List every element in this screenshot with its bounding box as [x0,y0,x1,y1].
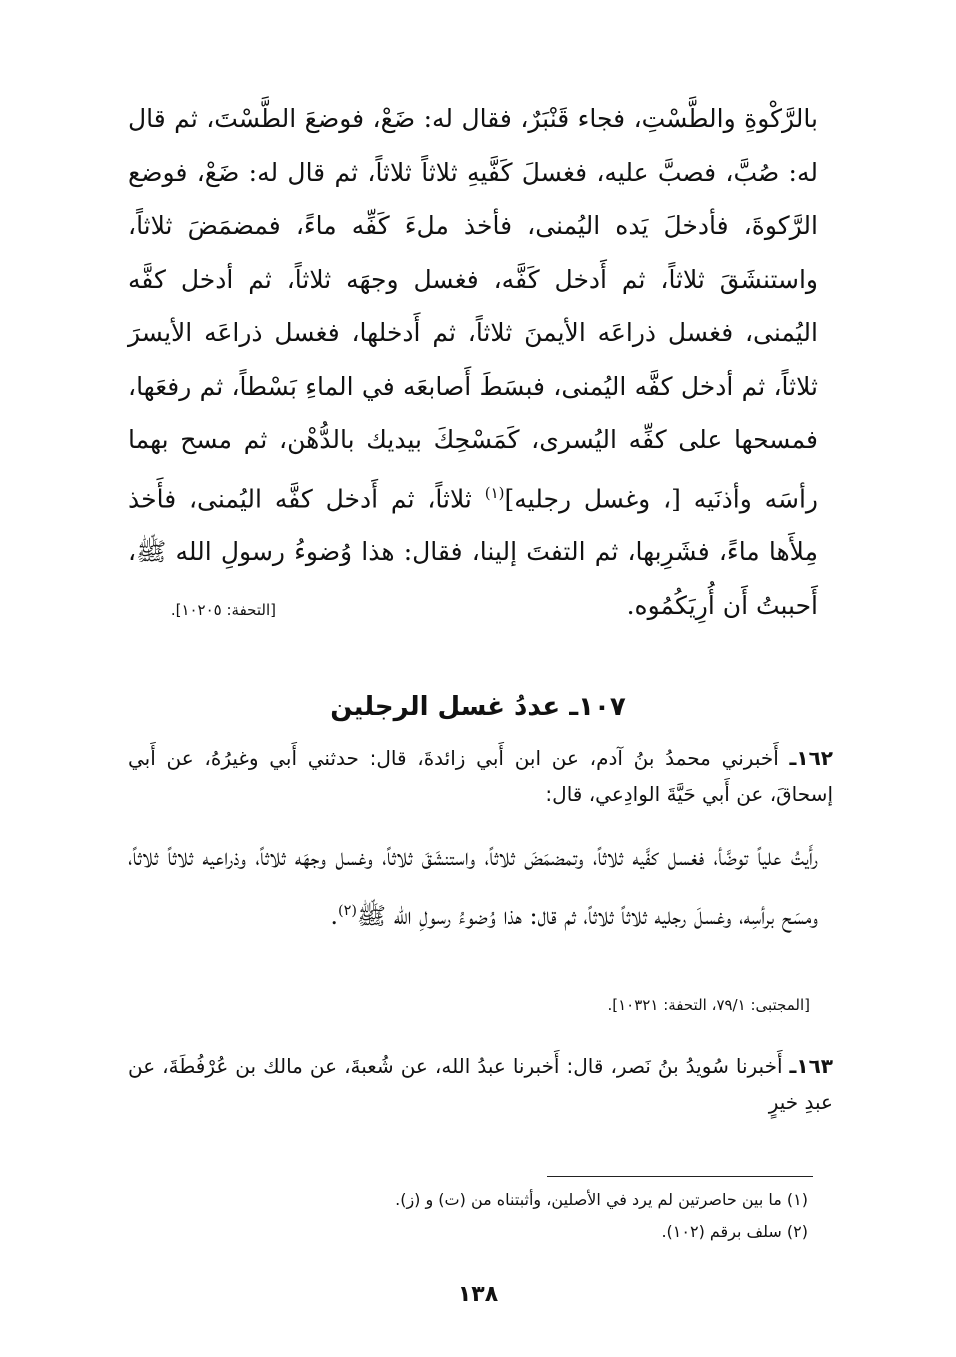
hadith-163-chain-block [128,1048,833,1120]
hadith-163-chain: أَخبرنا سُويدُ بنُ نَصر، قال: أَخبرنا عبدُ الله، عن شُعبةَ، عن مالك بن عُرْفُطَةَ، عن عبدِ خيرٍ [128,1054,833,1114]
hadith-162-text: رأَيتُ علياً توضَّأ، فغسل كفَّيه ثلاثاً، وتمضمَضَ ثلاثاً، واستنشَقَ ثلاثاً، وغسل وجهَه ثلاثاً، وذراعيه ثلاثاً ثلاثاً، ومسَح برأسِه، وغسلَ رجليه ثلاثاً ثلاثاً، ثم قال: هذا وُضوءُ رسولِ الله ﷺ [128,843,818,930]
continuation-paragraph [128,92,818,632]
hadith-162-chain: أَخبرني محمدُ بنُ آدم، عن ابن أَبي زائدةَ، قال: حدثني أَبي وغيرُهُ، عن أَبي إسحاقَ، عن أَبي حَيَّةَ الوادِعي، قال: [128,746,833,806]
tuhfa-reference-2: [المجتبى: ٧٩/١، التحفة: ١٠٣٢١]. [607,996,810,1014]
continuation-text [128,92,818,632]
hadith-163-number: ١٦٣ـ [789,1054,833,1078]
footnote-marker-1: (١) [484,483,505,502]
page-number: ١٣٨ [457,1282,499,1307]
chapter-title: ١٠٧ـ عددُ غسل الرجلين [330,692,626,722]
footnote-2: (٢) سلف برقم (١٠٢). [661,1222,808,1241]
continuation-text-end: ثلاثاً، ثم أَدخل كفَّه اليُمنى، فأَخذ مِلأَها ماءً، فشَرِبها، ثم التفتَ إلينا، فقال: هذا وُضوءُ رسولِ الله ﷺ، أَحببتُ أَن أُرِيَكُمُوه. [128,483,818,620]
hadith-162-text-end: . [330,902,338,930]
hadith-162-chain-block [128,740,833,812]
hadith-162-number: ١٦٢ـ [789,746,833,770]
footnote-marker-2: (٢) [337,903,357,919]
footnote-divider [547,1176,813,1177]
continuation-text-start: بالرَّكْوةِ والطَّسْتِ، فجاء قَنْبَرٌ، فقال له: ضَعْ، فوضعَ الطَّسْتَ، ثم قال له: صُبَّ، فصبَّ عليه، فغسلَ كَفَّيهِ ثلاثاً ثلاثاً، ثم قال له: ضَعْ، فوضع الرَّكوةَ، فأدخلَ يَده اليُمنى، فأخذ ملءَ كَفِّه ماءً، فمضمَضَ ثلاثاً، واستنشَقَ ثلاثاً، ثم أَدخل كَفَّه، فغسل وجهَه ثلاثاً، ثم أدخل كفَّه اليُمنى، فغسل ذراعَه الأيمنَ ثلاثاً، ثم أَدخلها، فغسل ذراعَه الأيسرَ ثلاثاً، ثم أدخل كفَّه اليُمنى، فبسَطَ أَصابعَه في الماءِ بَسْطاً، ثم رفعَها، فمسحها على كفِّه اليُسرى، كَمَسْحِكَ بيديك بالدُّهْن، ثم مسح بهما رأسَه وأذنَيه [، وغسل رجليه] [128,104,819,513]
tuhfa-reference-1: [التحفة: ١٠٢٠٥]. [170,601,276,619]
footnotes [288,1184,808,1248]
footnote-1: (١) ما بين حاصرتين لم يرد في الأصلين، وأثبتناه من (ت) و (ز). [395,1190,808,1209]
hadith-162-text-block [128,830,818,943]
